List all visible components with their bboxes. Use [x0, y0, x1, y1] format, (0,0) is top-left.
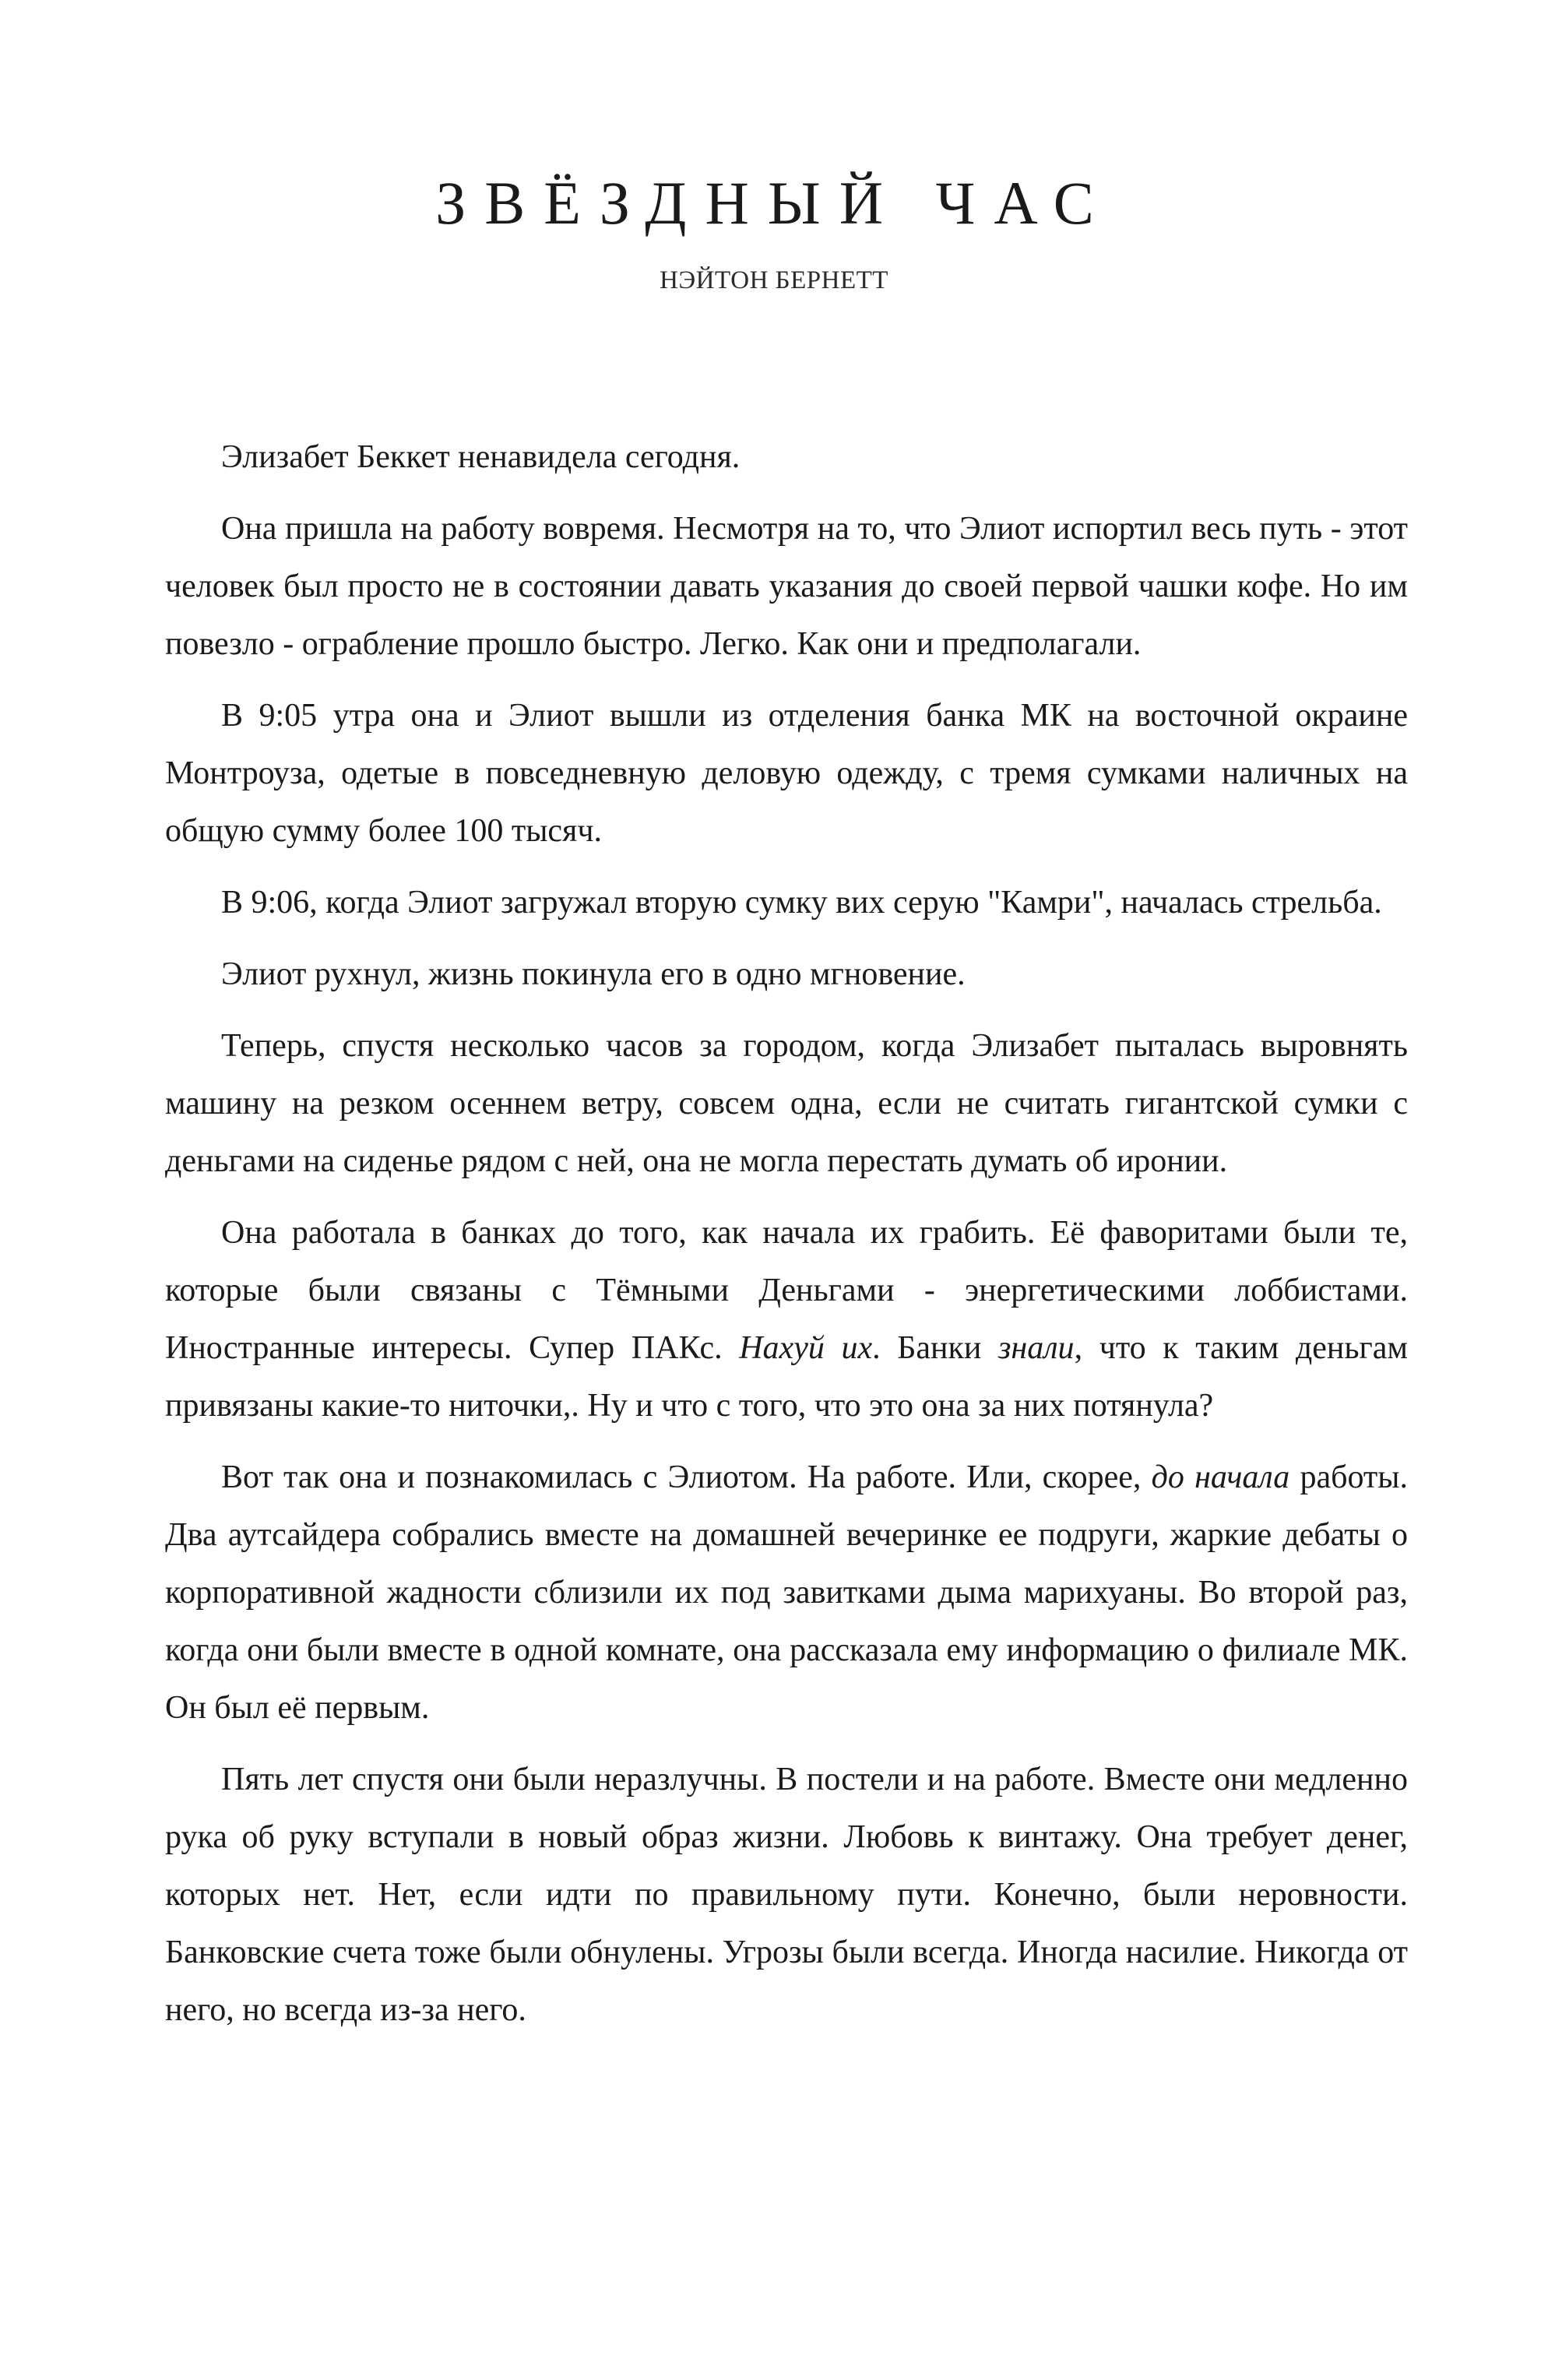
text-run: Она работала в банках до того, как начала их грабить. Её фаворитами были те, которые были связаны с Тёмными Деньгами - энергетическими лоббистами. Иностранные интересы. Супер ПАКс. — [165, 1215, 1408, 1366]
story-body — [165, 428, 1408, 2053]
text-run: Элиот рухнул, жизнь покинула его в одно мгновение. — [221, 956, 966, 992]
story-title: ЗВЁЗДНЫЙ ЧАС — [435, 169, 1113, 237]
paragraph — [165, 1751, 1408, 2039]
italic-text-run: до начала — [1151, 1459, 1290, 1495]
text-run: . Банки — [872, 1330, 999, 1366]
paragraph — [165, 874, 1408, 931]
text-run: Теперь, спустя несколько часов за городом, когда Элизабет пыталась выровнять машину на резком осеннем ветру, совсем одна, если не считать гигантской сумки с деньгами на сиденье рядом с ней, она не могла перестать думать об иронии. — [165, 1028, 1408, 1179]
paragraph — [165, 945, 1408, 1003]
text-run: В 9:05 утра она и Элиот вышли из отделения банка МК на восточной окраине Монтроуза, одетые в повседневную деловую одежду, с тремя сумками наличных на общую сумму более 100 тысяч. — [165, 698, 1408, 849]
text-run: работы. Два аутсайдера собрались вместе на домашней вечеринке ее подруги, жаркие дебаты о корпоративной жадности сблизили их под завитками дыма марихуаны. Во второй раз, когда они были вместе в одной комнате, она рассказала ему информацию о филиале МК. Он был её первым. — [165, 1459, 1409, 1726]
paragraph — [165, 687, 1408, 860]
text-run: Пять лет спустя они были неразлучны. В постели и на работе. Вместе они медленно рука об руку вступали в новый образ жизни. Любовь к винтажу. Она требует денег, которых нет. Нет, если идти по правильному пути. Конечно, были неровности. Банковские счета тоже были обнулены. Угрозы были всегда. Иногда насилие. Никогда от него, но всегда из-за него. — [165, 1762, 1408, 2028]
paragraph — [165, 428, 1408, 486]
text-run: Вот так она и познакомилась с Элиотом. На работе. Или, скорее, — [221, 1459, 1152, 1495]
paragraph — [165, 500, 1408, 673]
italic-text-run: Нахуй их — [739, 1330, 873, 1366]
paragraph — [165, 1449, 1408, 1737]
italic-text-run: знали — [998, 1330, 1075, 1366]
text-run: Элизабет Беккет ненавидела сегодня. — [221, 439, 741, 475]
text-run: , что к таким деньгам привязаны какие-то ниточки,. Ну и что с того, что это она за них потянула? — [165, 1330, 1408, 1424]
author-name: НЭЙТОН БЕРНЕТТ — [660, 266, 888, 294]
paragraph — [165, 1017, 1408, 1190]
paragraph — [165, 1204, 1408, 1435]
text-run: В 9:06, когда Элиот загружал вторую сумку вих серую "Камри", началась стрельба. — [221, 885, 1382, 921]
text-run: Она пришла на работу вовремя. Несмотря на то, что Элиот испортил весь путь - этот человек был просто не в состоянии давать указания до своей первой чашки кофе. Но им повезло - ограбление прошло быстро. Легко. Как они и предполагали. — [165, 511, 1408, 662]
